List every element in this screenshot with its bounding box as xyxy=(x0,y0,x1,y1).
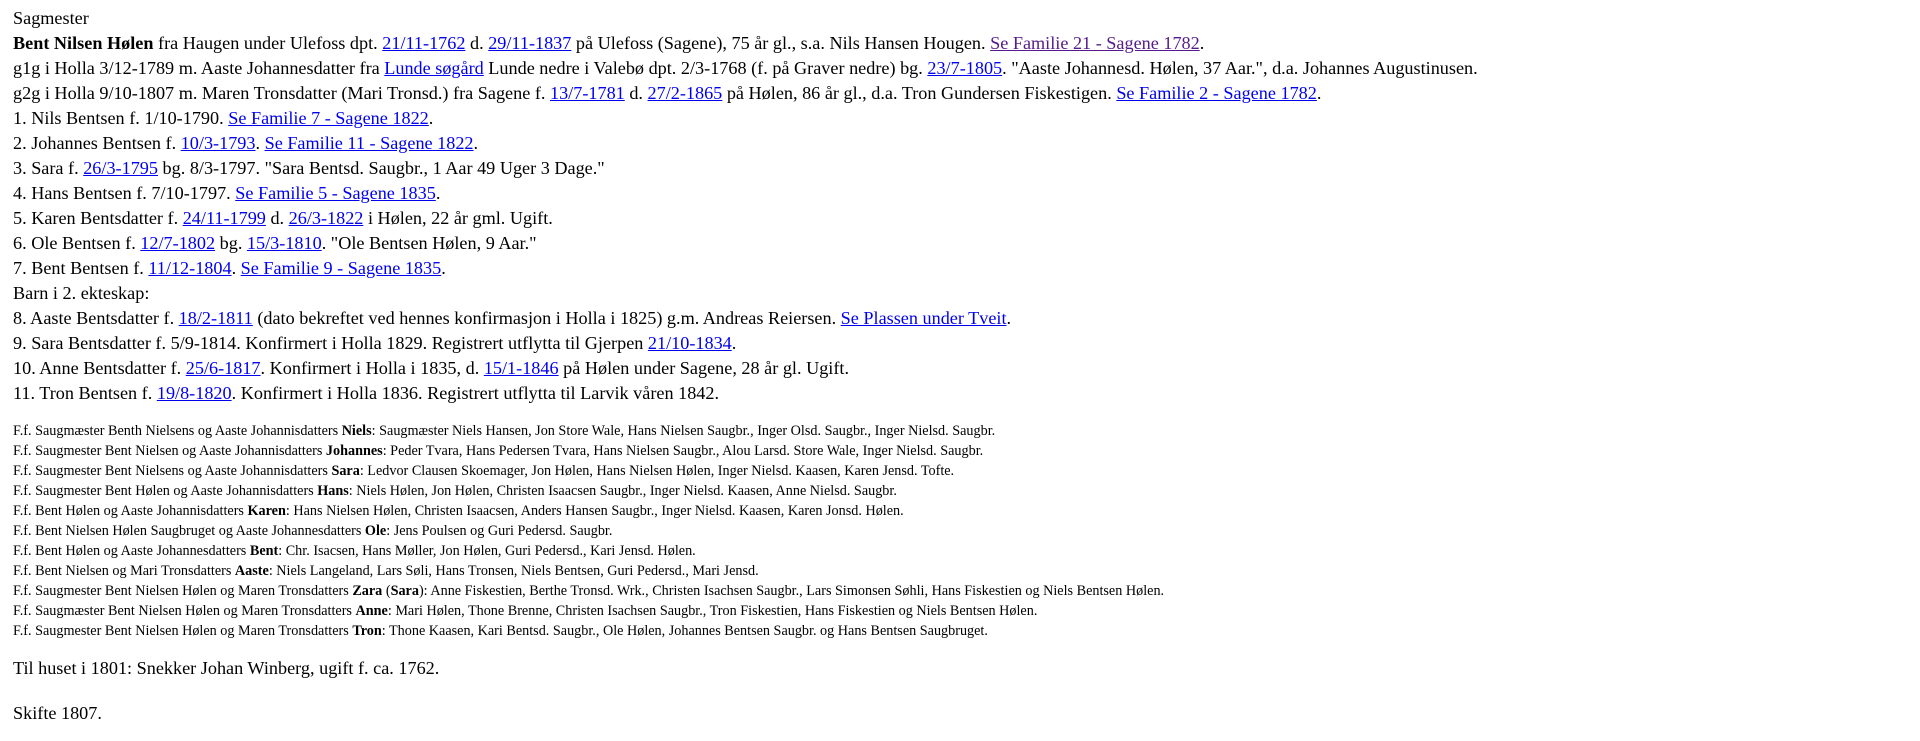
text-segment: F.f. Saugmester Bent Nielsens og Aaste Johannisdatters xyxy=(13,463,332,479)
godparent-line xyxy=(13,441,1920,461)
person-name: Bent Nilsen Hølen xyxy=(13,33,154,53)
text-segment: d. xyxy=(465,33,489,53)
record-line xyxy=(13,256,1920,281)
child-name: Anne xyxy=(355,603,388,619)
text-segment: : Peder Tvara, Hans Pedersen Tvara, Hans Nielsen Saugbr., Alou Larsd. Store Wale, Inger Nielsd. Saugbr. xyxy=(382,443,984,459)
date-link[interactable]: 26/3-1822 xyxy=(288,208,364,228)
text-segment: . Konfirmert i Holla 1836. Registrert utflytta til Larvik våren 1842. xyxy=(231,383,720,403)
text-segment: bg. 8/3-1797. "Sara Bentsd. Saugbr., 1 Aar 49 Uger 3 Dage." xyxy=(157,158,605,178)
child-name: Niels xyxy=(341,423,372,439)
text-segment: fra Haugen under Ulefoss dpt. xyxy=(153,33,383,53)
record-line xyxy=(13,381,1920,406)
household-1801-note: Til huset i 1801: Snekker Johan Winberg, ugift f. ca. 1762. xyxy=(13,658,440,678)
family-link[interactable]: Se Familie 5 - Sagene 1835 xyxy=(235,183,436,203)
date-link[interactable]: 15/1-1846 xyxy=(483,358,559,378)
text-segment: F.f. Saugmester Bent Nielsen Hølen og Maren Tronsdatters xyxy=(13,623,353,639)
date-link[interactable]: 13/7-1781 xyxy=(549,83,625,103)
child-name: Hans xyxy=(317,483,349,499)
godparent-line xyxy=(13,461,1920,481)
family-link[interactable]: Se Familie 9 - Sagene 1835 xyxy=(240,258,442,278)
text-segment: : Hans Nielsen Hølen, Christen Isaacsen, Anders Hansen Saugbr., Inger Nielsd. Kaasen, Karen Jonsd. Hølen. xyxy=(285,503,904,519)
godparent-line xyxy=(13,421,1920,441)
godparent-line xyxy=(13,521,1920,541)
text-segment: i Hølen, 22 år gml. Ugift. xyxy=(363,208,553,228)
text-segment: . xyxy=(255,133,265,153)
godparent-line xyxy=(13,621,1920,641)
text-segment: 2. Johannes Bentsen f. xyxy=(13,133,181,153)
record-line xyxy=(13,231,1920,256)
text-segment: 1. Nils Bentsen f. 1/10-1790. xyxy=(13,108,229,128)
record-line xyxy=(13,6,1920,31)
text-segment: . xyxy=(1006,308,1012,328)
godparent-line xyxy=(13,601,1920,621)
date-link[interactable]: 26/3-1795 xyxy=(83,158,158,178)
date-link[interactable]: 21/10-1834 xyxy=(647,333,732,353)
record-line xyxy=(13,131,1920,156)
text-segment: . xyxy=(441,258,446,278)
godparent-line xyxy=(13,541,1920,561)
text-segment: F.f. Saugmæster Benth Nielsens og Aaste Johannisdatters xyxy=(13,423,342,439)
text-segment: 8. Aaste Bentsdatter f. xyxy=(13,308,179,328)
child-name: Zara xyxy=(352,583,383,599)
record-line xyxy=(13,281,1920,306)
record-line xyxy=(13,81,1920,106)
text-segment: d. xyxy=(265,208,289,228)
text-segment: . xyxy=(231,258,241,278)
family-link[interactable]: Se Familie 2 - Sagene 1782 xyxy=(1116,83,1317,103)
child-name: Karen xyxy=(247,503,286,519)
text-segment: : Chr. Isacsen, Hans Møller, Jon Hølen, Guri Pedersd., Kari Jensd. Hølen. xyxy=(278,543,696,559)
text-segment: : Jens Poulsen og Guri Pedersd. Saugbr. xyxy=(386,523,613,539)
text-segment: . "Ole Bentsen Hølen, 9 Aar." xyxy=(321,233,537,253)
text-segment: : Ledvor Clausen Skoemager, Jon Hølen, Hans Nielsen Hølen, Inger Nielsd. Kaasen, Karen Jensd. Tofte. xyxy=(359,463,955,479)
child-name: Sara xyxy=(331,463,360,479)
date-link[interactable]: 12/7-1802 xyxy=(140,233,216,253)
text-segment: : Thone Kaasen, Kari Bentsd. Saugbr., Ole Hølen, Johannes Bentsen Saugbr. og Hans Bentsen Saugbruget. xyxy=(381,623,988,639)
godparent-line xyxy=(13,561,1920,581)
text-segment: : Niels Hølen, Jon Hølen, Christen Isaacsen Saugbr., Inger Nielsd. Kaasen, Anne Nielsd. Saugbr. xyxy=(348,483,897,499)
child-name: Ole xyxy=(364,523,387,539)
date-link[interactable]: 23/7-1805 xyxy=(927,58,1003,78)
text-segment: g2g i Holla 9/10-1807 m. Maren Tronsdatter (Mari Tronsd.) fra Sagene f. xyxy=(13,83,550,103)
text-segment: F.f. Bent Nielsen Hølen Saugbruget og Aaste Johannesdatters xyxy=(13,523,365,539)
text-segment: . xyxy=(435,183,441,203)
family-record xyxy=(13,6,1920,406)
text-segment: 9. Sara Bentsdatter f. 5/9-1814. Konfirmert i Holla 1829. Registrert utflytta til Gjerpen xyxy=(13,333,648,353)
text-segment: . xyxy=(731,333,737,353)
text-segment: : Saugmæster Niels Hansen, Jon Store Wale, Hans Nielsen Saugbr., Inger Olsd. Saugbr., Inger Nielsd. Saugbr. xyxy=(371,423,996,439)
text-segment: 4. Hans Bentsen f. 7/10-1797. xyxy=(13,183,236,203)
child-name: Sara xyxy=(390,583,419,599)
text-segment: F.f. Bent Hølen og Aaste Johannisdatters xyxy=(13,503,248,519)
text-segment: . Konfirmert i Holla i 1835, d. xyxy=(260,358,484,378)
text-segment: F.f. Bent Hølen og Aaste Johannesdatters xyxy=(13,543,250,559)
record-line xyxy=(13,181,1920,206)
text-segment: : Mari Hølen, Thone Brenne, Christen Isachsen Saugbr., Tron Fiskestien, Hans Fiskestien og Niels Bentsen Hølen. xyxy=(387,603,1038,619)
child-name: Aaste xyxy=(234,563,269,579)
text-segment: 3. Sara f. xyxy=(13,158,84,178)
text-segment: 10. Anne Bentsdatter f. xyxy=(13,358,186,378)
text-segment: F.f. Saugmester Bent Nielsen Hølen og Maren Tronsdatters xyxy=(13,583,353,599)
record-line xyxy=(13,306,1920,331)
record-line xyxy=(13,56,1920,81)
record-line xyxy=(13,206,1920,231)
text-segment: . xyxy=(428,108,434,128)
date-link[interactable]: 21/11-1762 xyxy=(382,33,466,53)
record-line xyxy=(13,356,1920,381)
text-segment: F.f. Saugmester Bent Hølen og Aaste Johannisdatters xyxy=(13,483,318,499)
godparent-line xyxy=(13,581,1920,601)
text-segment: 11. Tron Bentsen f. xyxy=(13,383,157,403)
record-line xyxy=(13,331,1920,356)
text-segment: : Niels Langeland, Lars Søli, Hans Tronsen, Niels Bentsen, Guri Pedersd., Mari Jensd. xyxy=(268,563,759,579)
text-segment: F.f. Bent Nielsen og Mari Tronsdatters xyxy=(13,563,235,579)
text-segment: Lunde nedre i Valebø dpt. 2/3-1768 (f. på Graver nedre) bg. xyxy=(483,58,928,78)
text-segment: (dato bekreftet ved hennes konfirmasjon i Holla i 1825) g.m. Andreas Reiersen. xyxy=(252,308,841,328)
family-link[interactable]: Se Familie 7 - Sagene 1822 xyxy=(228,108,429,128)
text-segment: på Hølen, 86 år gl., d.a. Tron Gundersen Fiskestigen. xyxy=(722,83,1117,103)
godparent-line xyxy=(13,481,1920,501)
probate-note: Skifte 1807. xyxy=(13,703,102,723)
text-segment: ( xyxy=(382,583,391,599)
godparent-line xyxy=(13,501,1920,521)
date-link[interactable]: 18/2-1811 xyxy=(178,308,253,328)
text-segment: d. xyxy=(624,83,648,103)
child-name: Johannes xyxy=(325,443,383,459)
text-segment: ): Anne Fiskestien, Berthe Tronsd. Wrk., Christen Isachsen Saugbr., Lars Simonsen Søhli, Hans Fiskestien og Niels Bentsen Hølen. xyxy=(418,583,1165,599)
family-link[interactable]: Se Plassen under Tveit xyxy=(840,308,1007,328)
date-link[interactable]: 15/3-1810 xyxy=(246,233,322,253)
text-segment: på Ulefoss (Sagene), 75 år gl., s.a. Nils Hansen Hougen. xyxy=(571,33,991,53)
date-link[interactable]: 27/2-1865 xyxy=(647,83,723,103)
text-segment: g1g i Holla 3/12-1789 m. Aaste Johannesdatter fra xyxy=(13,58,385,78)
date-link[interactable]: Lunde søgård xyxy=(384,58,484,78)
text-segment: på Hølen under Sagene, 28 år gl. Ugift. xyxy=(558,358,850,378)
text-segment: Sagmester xyxy=(13,8,89,28)
text-segment: . xyxy=(1199,33,1205,53)
child-name: Tron xyxy=(352,623,382,639)
text-segment: F.f. Saugmæster Bent Nielsen Hølen og Maren Tronsdatters xyxy=(13,603,356,619)
text-segment: 7. Bent Bentsen f. xyxy=(13,258,149,278)
date-link[interactable]: 25/6-1817 xyxy=(185,358,261,378)
record-line xyxy=(13,156,1920,181)
family-link[interactable]: Se Familie 21 - Sagene 1782 xyxy=(990,33,1200,53)
family-link[interactable]: Se Familie 11 - Sagene 1822 xyxy=(264,133,474,153)
text-segment: 5. Karen Bentsdatter f. xyxy=(13,208,183,228)
date-link[interactable]: 19/8-1820 xyxy=(156,383,232,403)
date-link[interactable]: 29/11-1837 xyxy=(488,33,572,53)
text-segment: . xyxy=(473,133,479,153)
text-segment: . xyxy=(1316,83,1322,103)
date-link[interactable]: 10/3-1793 xyxy=(180,133,256,153)
text-segment: F.f. Saugmester Bent Nielsen og Aaste Johannisdatters xyxy=(13,443,326,459)
text-segment: bg. xyxy=(215,233,247,253)
text-segment: . "Aaste Johannesd. Hølen, 37 Aar.", d.a. Johannes Augustinusen. xyxy=(1002,58,1478,78)
godparents-list xyxy=(13,421,1920,641)
text-segment: 6. Ole Bentsen f. xyxy=(13,233,141,253)
record-line xyxy=(13,31,1920,56)
child-name: Bent xyxy=(249,543,279,559)
date-link[interactable]: 24/11-1799 xyxy=(182,208,266,228)
record-line xyxy=(13,106,1920,131)
text-segment: Barn i 2. ekteskap: xyxy=(13,283,150,303)
date-link[interactable]: 11/12-1804 xyxy=(148,258,232,278)
